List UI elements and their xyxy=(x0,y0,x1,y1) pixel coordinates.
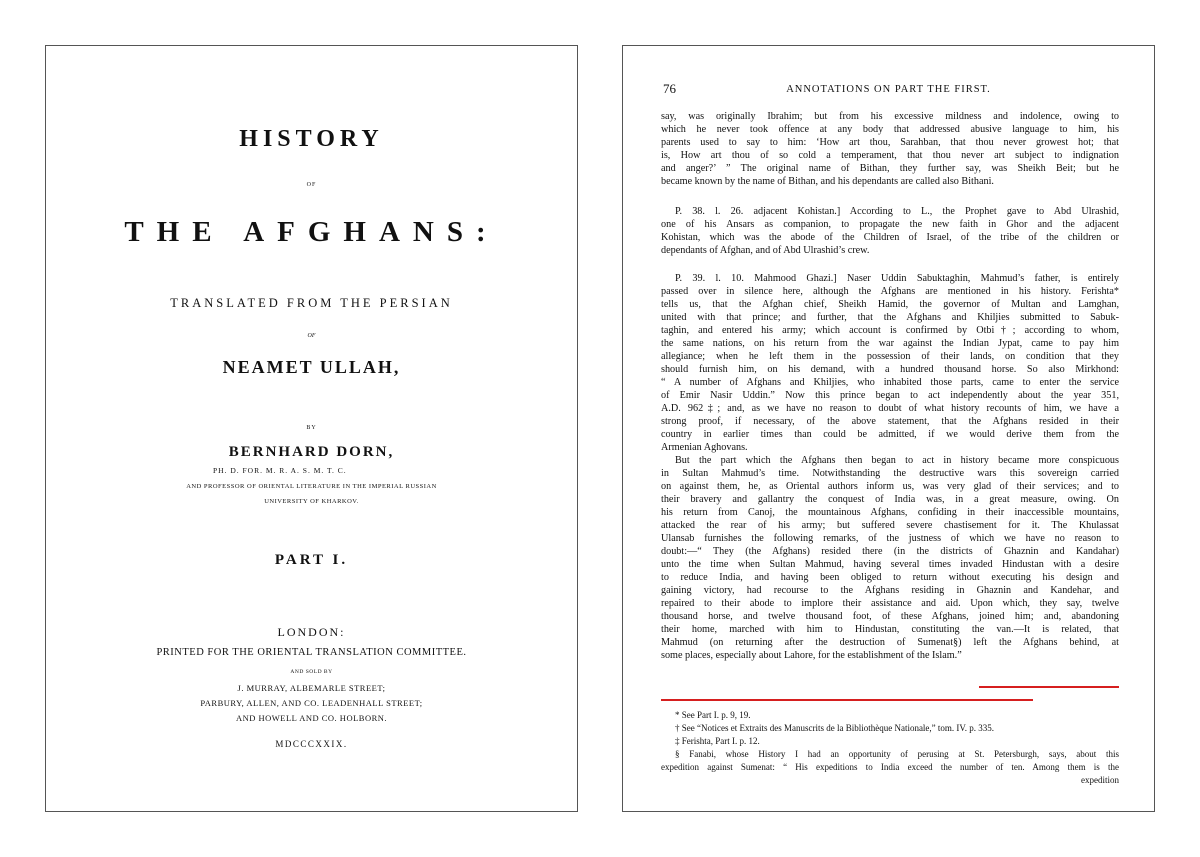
text-line: is, How art thou of so cold a temperament, that thou never art subject to indignation xyxy=(661,150,1119,161)
text-line: A.D. 962‡; and, as we have no reason to doubt of what history recounts of him, we have a xyxy=(661,403,1119,414)
text-line: Mahmud (on returning after the destruction of Sumenat§) left the Afghans behind, at xyxy=(661,637,1119,648)
text-line: Ulansab furnishes the following remarks, of the justness of which we have no reason to xyxy=(661,533,1119,544)
footnote: † See “Notices et Extraits des Manuscrits de la Bibliothèque Nationale,” tom. IV. p. 335. xyxy=(675,723,995,733)
text-line: “ A number of Afghans and Khiljies, who inhabited those parts, came to enter the service xyxy=(661,377,1119,388)
imprint-sold-by: AND SOLD BY xyxy=(290,669,333,675)
text-line: in Sultan Mahmud’s time. Notwithstanding the destructive wars this sovereign carried xyxy=(661,468,1119,479)
highlight-underline xyxy=(979,686,1119,688)
text-line: the same nations, on his return from the war against the Indian Jypat, came to pay him xyxy=(661,338,1119,349)
text-line: their home, marched with him to Hindustan, constituting the van.—It is related, that xyxy=(661,624,1119,635)
text-line: passed over in silence here, although the Afghans are mentioned in his history. Ferishta* xyxy=(661,286,1119,297)
text-line: on against them, he, as Oriental authors inform us, was very glad of their services; and to xyxy=(661,481,1119,492)
text-line: unto the time when Sultan Mahmud, having several times invaded Hindustan with a desire xyxy=(661,559,1119,570)
text-line: P. 39. l. 10. Mahmood Ghazi.] Naser Uddin Sabuktaghin, Mahmud’s father, is entirely xyxy=(675,273,1119,284)
text-line: his return from Canoj, the mountainous Afghans, confiding in their inaccessible mountains, xyxy=(661,507,1119,518)
text-line: gaining victory, had recourse to the Afghans residing in Ghaznin and Kandehar, and xyxy=(661,585,1119,596)
original-author: NEAMET ULLAH, xyxy=(222,357,401,377)
text-line: which he never took offence at any body that addressed abusive language to him, his xyxy=(661,124,1119,135)
text-line: to reduce India, and having been obliged to return without executing his design and xyxy=(661,572,1119,583)
footnote: * See Part I. p. 9, 19. xyxy=(675,710,751,720)
imprint-date: MDCCCXXIX. xyxy=(275,739,348,749)
translator-university: UNIVERSITY OF KHARKOV. xyxy=(264,498,359,505)
text-line: repaired to their abode to implore their assistance and aid. Upon which, they say, twelve xyxy=(661,598,1119,609)
text-line: some places, especially about Lahore, for the establishment of the Islam.” xyxy=(661,650,962,661)
part-number: PART I. xyxy=(274,552,349,568)
title-by: BY xyxy=(306,425,317,431)
title-page xyxy=(45,45,578,812)
translated-line: TRANSLATED FROM THE PERSIAN xyxy=(170,296,453,310)
text-line: P. 38. l. 26. adjacent Kohistan.] According to L., the Prophet gave to Abd Ulrashid, xyxy=(675,206,1119,217)
text-line: parents used to say to him: ‘How art thou, Sarahban, that thou never growest hot; that xyxy=(661,137,1119,148)
book-title-afghans: THE AFGHANS: xyxy=(124,216,499,248)
text-line: united with that prince; and further, that the Afghans and Khiljies submitted to Sabuk- xyxy=(661,312,1119,323)
imprint-city: LONDON: xyxy=(277,625,346,639)
highlight-underline xyxy=(661,699,1033,701)
text-line: and anger?’ ” The original name of Bithan, they further say, was Sheikh Beit; but he xyxy=(661,163,1119,174)
text-line: But the part which the Afghans then began to act in history became more conspicuous xyxy=(675,455,1119,466)
text-line: Kohistan, which was the abode of the Children of Israel, of the tribe of the children or xyxy=(661,232,1119,243)
page-number: 76 xyxy=(663,81,676,96)
text-line: taghin, and entered his army; which account is confirmed by Otbi†; according to whom, xyxy=(661,325,1119,336)
translator-name: BERNHARD DORN, xyxy=(228,444,395,460)
book-title-history: HISTORY xyxy=(239,126,384,152)
imprint-printed-for: PRINTED FOR THE ORIENTAL TRANSLATION COMMITTEE. xyxy=(156,647,467,658)
text-line: thousand horse, and twelve thousand foot, of these Afghans, joined him; and, abandoning xyxy=(661,611,1119,622)
text-line: doubt:—“ They (the Afghans) resided there (in the districts of Ghaznin and Kandahar) xyxy=(661,546,1119,557)
text-line: attacked the rear of his army; but suffered severe chastisement for it. The Khulassat xyxy=(661,520,1119,531)
text-line: one of his Ansars as companion, to propagate the new faith in Ghor and the adjacent xyxy=(661,219,1119,230)
text-line: say, was originally Ibrahim; but from his excessive mildness and indolence, owing to xyxy=(661,111,1119,122)
running-head: ANNOTATIONS ON PART THE FIRST. xyxy=(786,84,991,95)
text-line: tells us, that the Afghan chief, Sheikh Hamid, the governor of Multan and Lamghan, xyxy=(661,299,1119,310)
text-line: dependants of Afghan, and of Abd Ulrashid’s crew. xyxy=(661,245,870,256)
text-line: their bravery and gallantry the conquest of India was, in a great measure, owing. On xyxy=(661,494,1119,505)
title-of: OF xyxy=(306,182,317,188)
translator-degrees: PH. D. FOR. M. R. A. S. M. T. C. xyxy=(213,466,347,475)
annotation-page xyxy=(622,45,1155,812)
imprint-seller-murray: J. MURRAY, ALBEMARLE STREET; xyxy=(237,683,386,693)
text-line: Armenian Aghovans. xyxy=(661,442,748,453)
footnote: ‡ Ferishta, Part I. p. 12. xyxy=(675,736,760,746)
footnote: § Fanabi, whose History I had an opportunity of perusing at St. Petersburgh, says, about this xyxy=(675,749,1119,759)
text-line: country in earlier times than could be admitted, if we would derive them from the xyxy=(661,429,1119,440)
imprint-seller-parbury: PARBURY, ALLEN, AND CO. LEADENHALL STREET; xyxy=(200,698,423,708)
translator-professorship: AND PROFESSOR OF ORIENTAL LITERATURE IN THE IMPERIAL RUSSIAN xyxy=(186,483,437,490)
text-line: of Emir Nasir Uddin.” Now this prince began to act independently about the year 351, xyxy=(661,390,1119,401)
catchword: expedition xyxy=(1081,775,1119,785)
footnote: expedition against Sumenat: “ His expeditions to India exceed the number of ten. Among them is the xyxy=(661,762,1119,772)
title-or: OF xyxy=(307,333,316,339)
text-line: strong proof, if necessary, of the above statement, that the Afghans resided in their xyxy=(661,416,1119,427)
imprint-seller-howell: AND HOWELL AND CO. HOLBORN. xyxy=(235,713,388,723)
text-line: should furnish him, on his demand, with a hundred thousand horse. So also Mirkhond: xyxy=(661,364,1119,375)
text-line: became known by the name of Bithan, and his dependants are called also Bithani. xyxy=(661,176,994,187)
text-line: allegiance; when he left them in the possession of their lands, on condition that they xyxy=(661,351,1119,362)
